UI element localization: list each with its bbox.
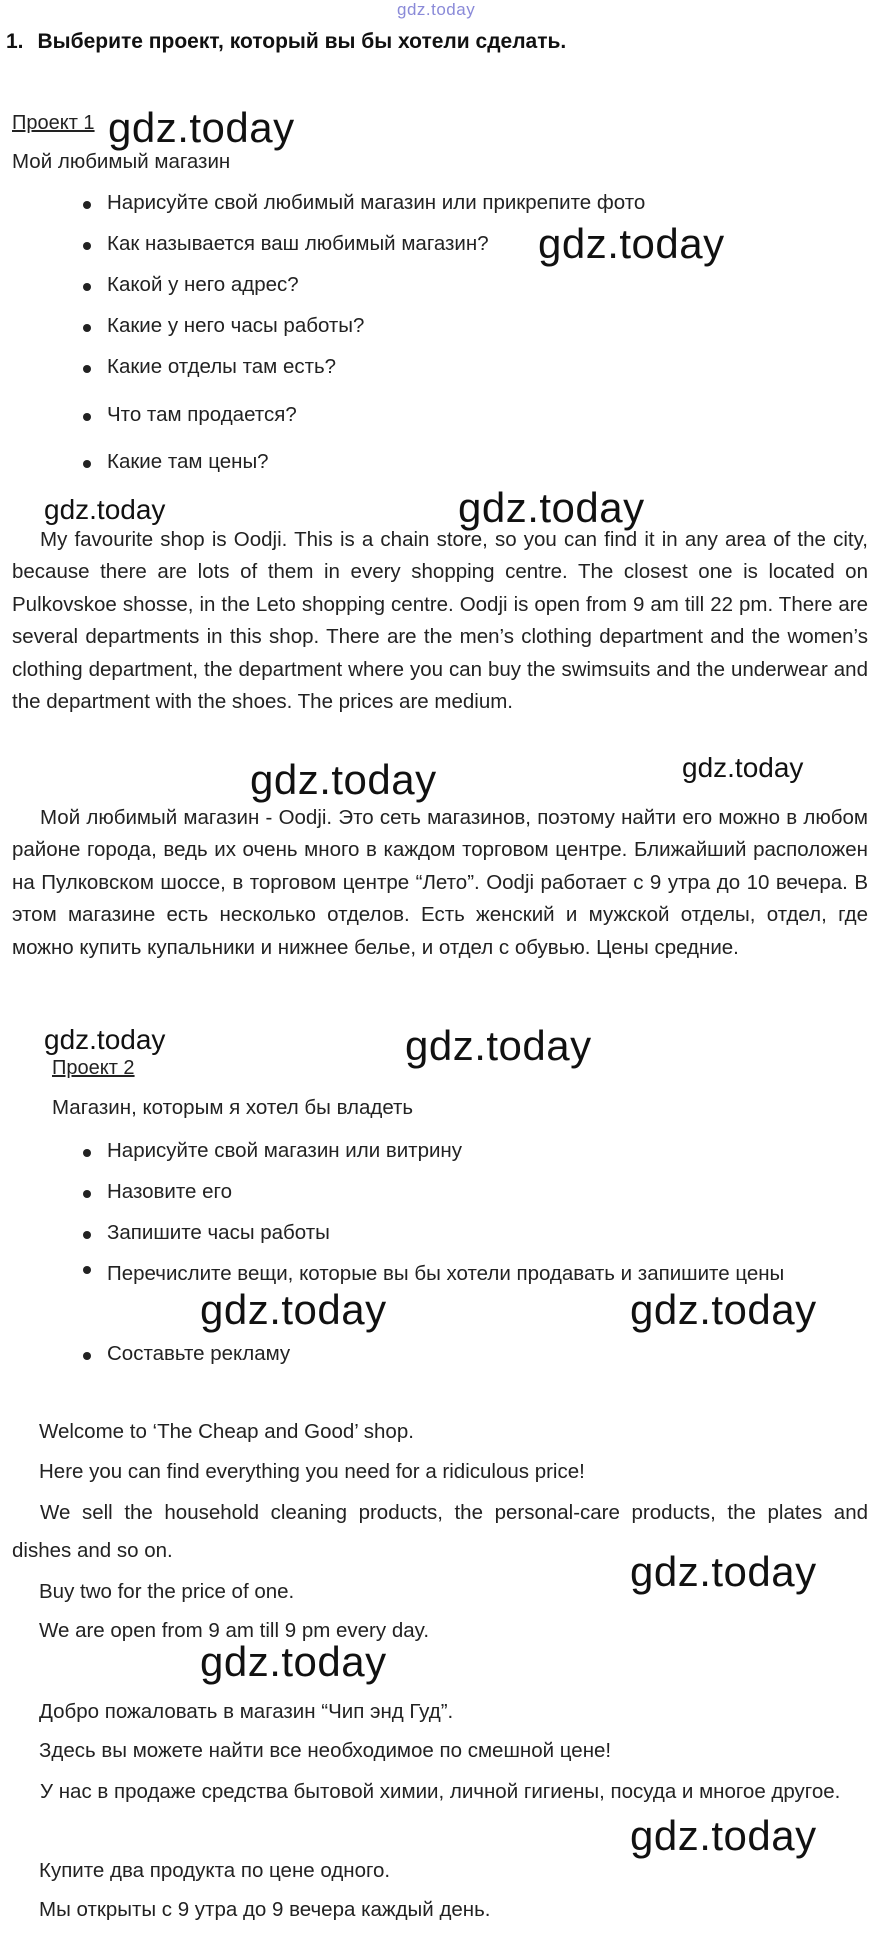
watermark: gdz.today: [200, 1286, 387, 1333]
task-number: 1.: [6, 30, 24, 53]
top-watermark: gdz.today: [397, 0, 476, 19]
watermark: gdz.today: [538, 220, 725, 267]
project1-title: Мой любимый магазин: [12, 150, 231, 173]
task-title: Выберите проект, который вы бы хотели сделать.: [37, 30, 567, 53]
list-item: Какие там цены?: [107, 450, 269, 473]
project1-answer-en: My favourite shop is Oodji. This is a chain store, so you can find it in any area of the city, because there are lots of them in every shopping centre. The closest one is located on Pulkovskoe shosse, in the Leto shopping centre. Oodji is open from 9 am till 22 pm. There are several departments in this shop. There are the men’s clothing department and the women’s clothing department, the department where you can buy the swimsuits and the underwear and the department with the shoes. The prices are medium.: [12, 528, 868, 714]
ad-en-line: We are open from 9 am till 9 pm every day.: [39, 1619, 430, 1642]
ad-ru-line: У нас в продаже средства бытовой химии, личной гигиены, посуда и многое другое.: [40, 1780, 841, 1803]
list-item: Что там продается?: [107, 403, 297, 426]
list-item: Какие отделы там есть?: [107, 355, 337, 378]
project2-title: Магазин, которым я хотел бы владеть: [52, 1096, 414, 1119]
watermark: gdz.today: [682, 752, 804, 783]
ad-ru-line: Купите два продукта по цене одного.: [39, 1859, 391, 1882]
watermark: gdz.today: [630, 1286, 817, 1333]
task-heading: [6, 30, 566, 54]
ad-en-line: Welcome to ‘The Cheap and Good’ shop.: [39, 1420, 414, 1443]
watermark: gdz.today: [405, 1022, 592, 1069]
watermark: gdz.today: [458, 484, 645, 531]
list-item: Нарисуйте свой любимый магазин или прикрепите фото: [107, 191, 646, 214]
project1-answer-ru: Мой любимый магазин - Oodji. Это сеть магазинов, поэтому найти его можно в любом районе города, ведь их очень много в каждом торговом центре. Ближайший расположен на Пулковском шоссе, в торговом центре “Лето”. Oodji работает с 9 утра до 10 вечера. В этом магазине есть несколько отделов. Есть женский и мужской отделы, отдел, где можно купить купальники и нижнее белье, и отдел с обувью. Цены средние.: [12, 806, 868, 959]
list-item: Назовите его: [107, 1180, 232, 1203]
watermark: gdz.today: [250, 756, 437, 803]
list-item: Нарисуйте свой магазин или витрину: [107, 1139, 462, 1162]
list-item: Составьте рекламу: [107, 1342, 291, 1365]
ad-ru-line: Добро пожаловать в магазин “Чип энд Гуд”.: [39, 1700, 454, 1723]
watermark: gdz.today: [630, 1548, 817, 1595]
watermark: gdz.today: [44, 494, 166, 525]
list-item: Какой у него адрес?: [107, 273, 299, 296]
ad-en-line: We sell the household cleaning products, the personal-care products, the plates and dishes and so on.: [12, 1501, 868, 1562]
watermark: gdz.today: [200, 1638, 387, 1685]
project2-heading: Проект 2: [52, 1057, 135, 1079]
watermark: gdz.today: [108, 104, 295, 151]
list-item: Перечислите вещи, которые вы бы хотели продавать и запишите цены: [107, 1256, 867, 1292]
list-item: Запишите часы работы: [107, 1221, 330, 1244]
ad-ru-line: Здесь вы можете найти все необходимое по смешной цене!: [39, 1739, 612, 1762]
watermark: gdz.today: [630, 1812, 817, 1859]
watermark: gdz.today: [44, 1024, 166, 1055]
ad-ru-line: Мы открыты с 9 утра до 9 вечера каждый день.: [39, 1898, 491, 1921]
ad-en-line: Here you can find everything you need for a ridiculous price!: [39, 1460, 585, 1483]
ad-en-line: Buy two for the price of one.: [39, 1580, 295, 1603]
list-item: Как называется ваш любимый магазин?: [107, 232, 489, 255]
list-item: Какие у него часы работы?: [107, 314, 365, 337]
project1-heading: Проект 1: [12, 112, 95, 134]
